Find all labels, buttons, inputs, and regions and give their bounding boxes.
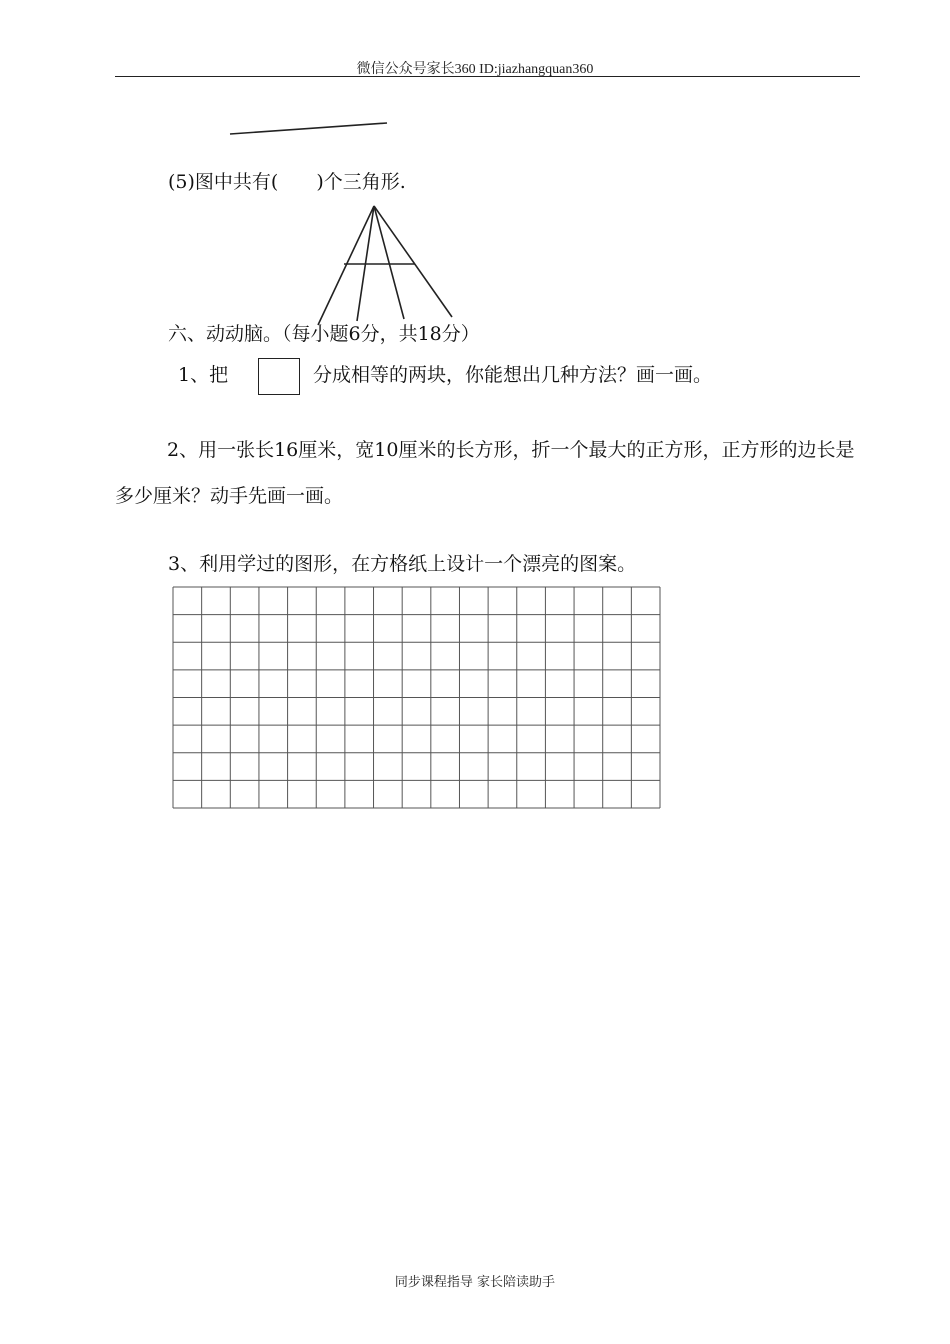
triangle-figure xyxy=(318,206,452,325)
drawing-grid xyxy=(173,587,660,808)
section-6-title: 六、动动脑。（每小题6分，共18分） xyxy=(168,323,480,345)
item-3: 3、利用学过的图形，在方格纸上设计一个漂亮的图案。 xyxy=(168,553,637,575)
line-segment xyxy=(230,123,387,134)
item-1-prefix: 1、把 xyxy=(178,364,229,386)
item-1-suffix: 分成相等的两块，你能想出几种方法？画一画。 xyxy=(313,364,713,386)
page-header: 微信公众号家长360 ID:jiazhangquan360 xyxy=(356,62,594,77)
page-footer: 同步课程指导 家长陪读助手 xyxy=(394,1275,556,1290)
square-figure xyxy=(258,358,300,395)
question-5: (5)图中共有( )个三角形. xyxy=(168,171,406,193)
item-2: 2、用一张长16厘米，宽10厘米的长方形，折一个最大的正方形，正方形的边长是多少厘米？动手先画一画。 xyxy=(115,439,855,507)
